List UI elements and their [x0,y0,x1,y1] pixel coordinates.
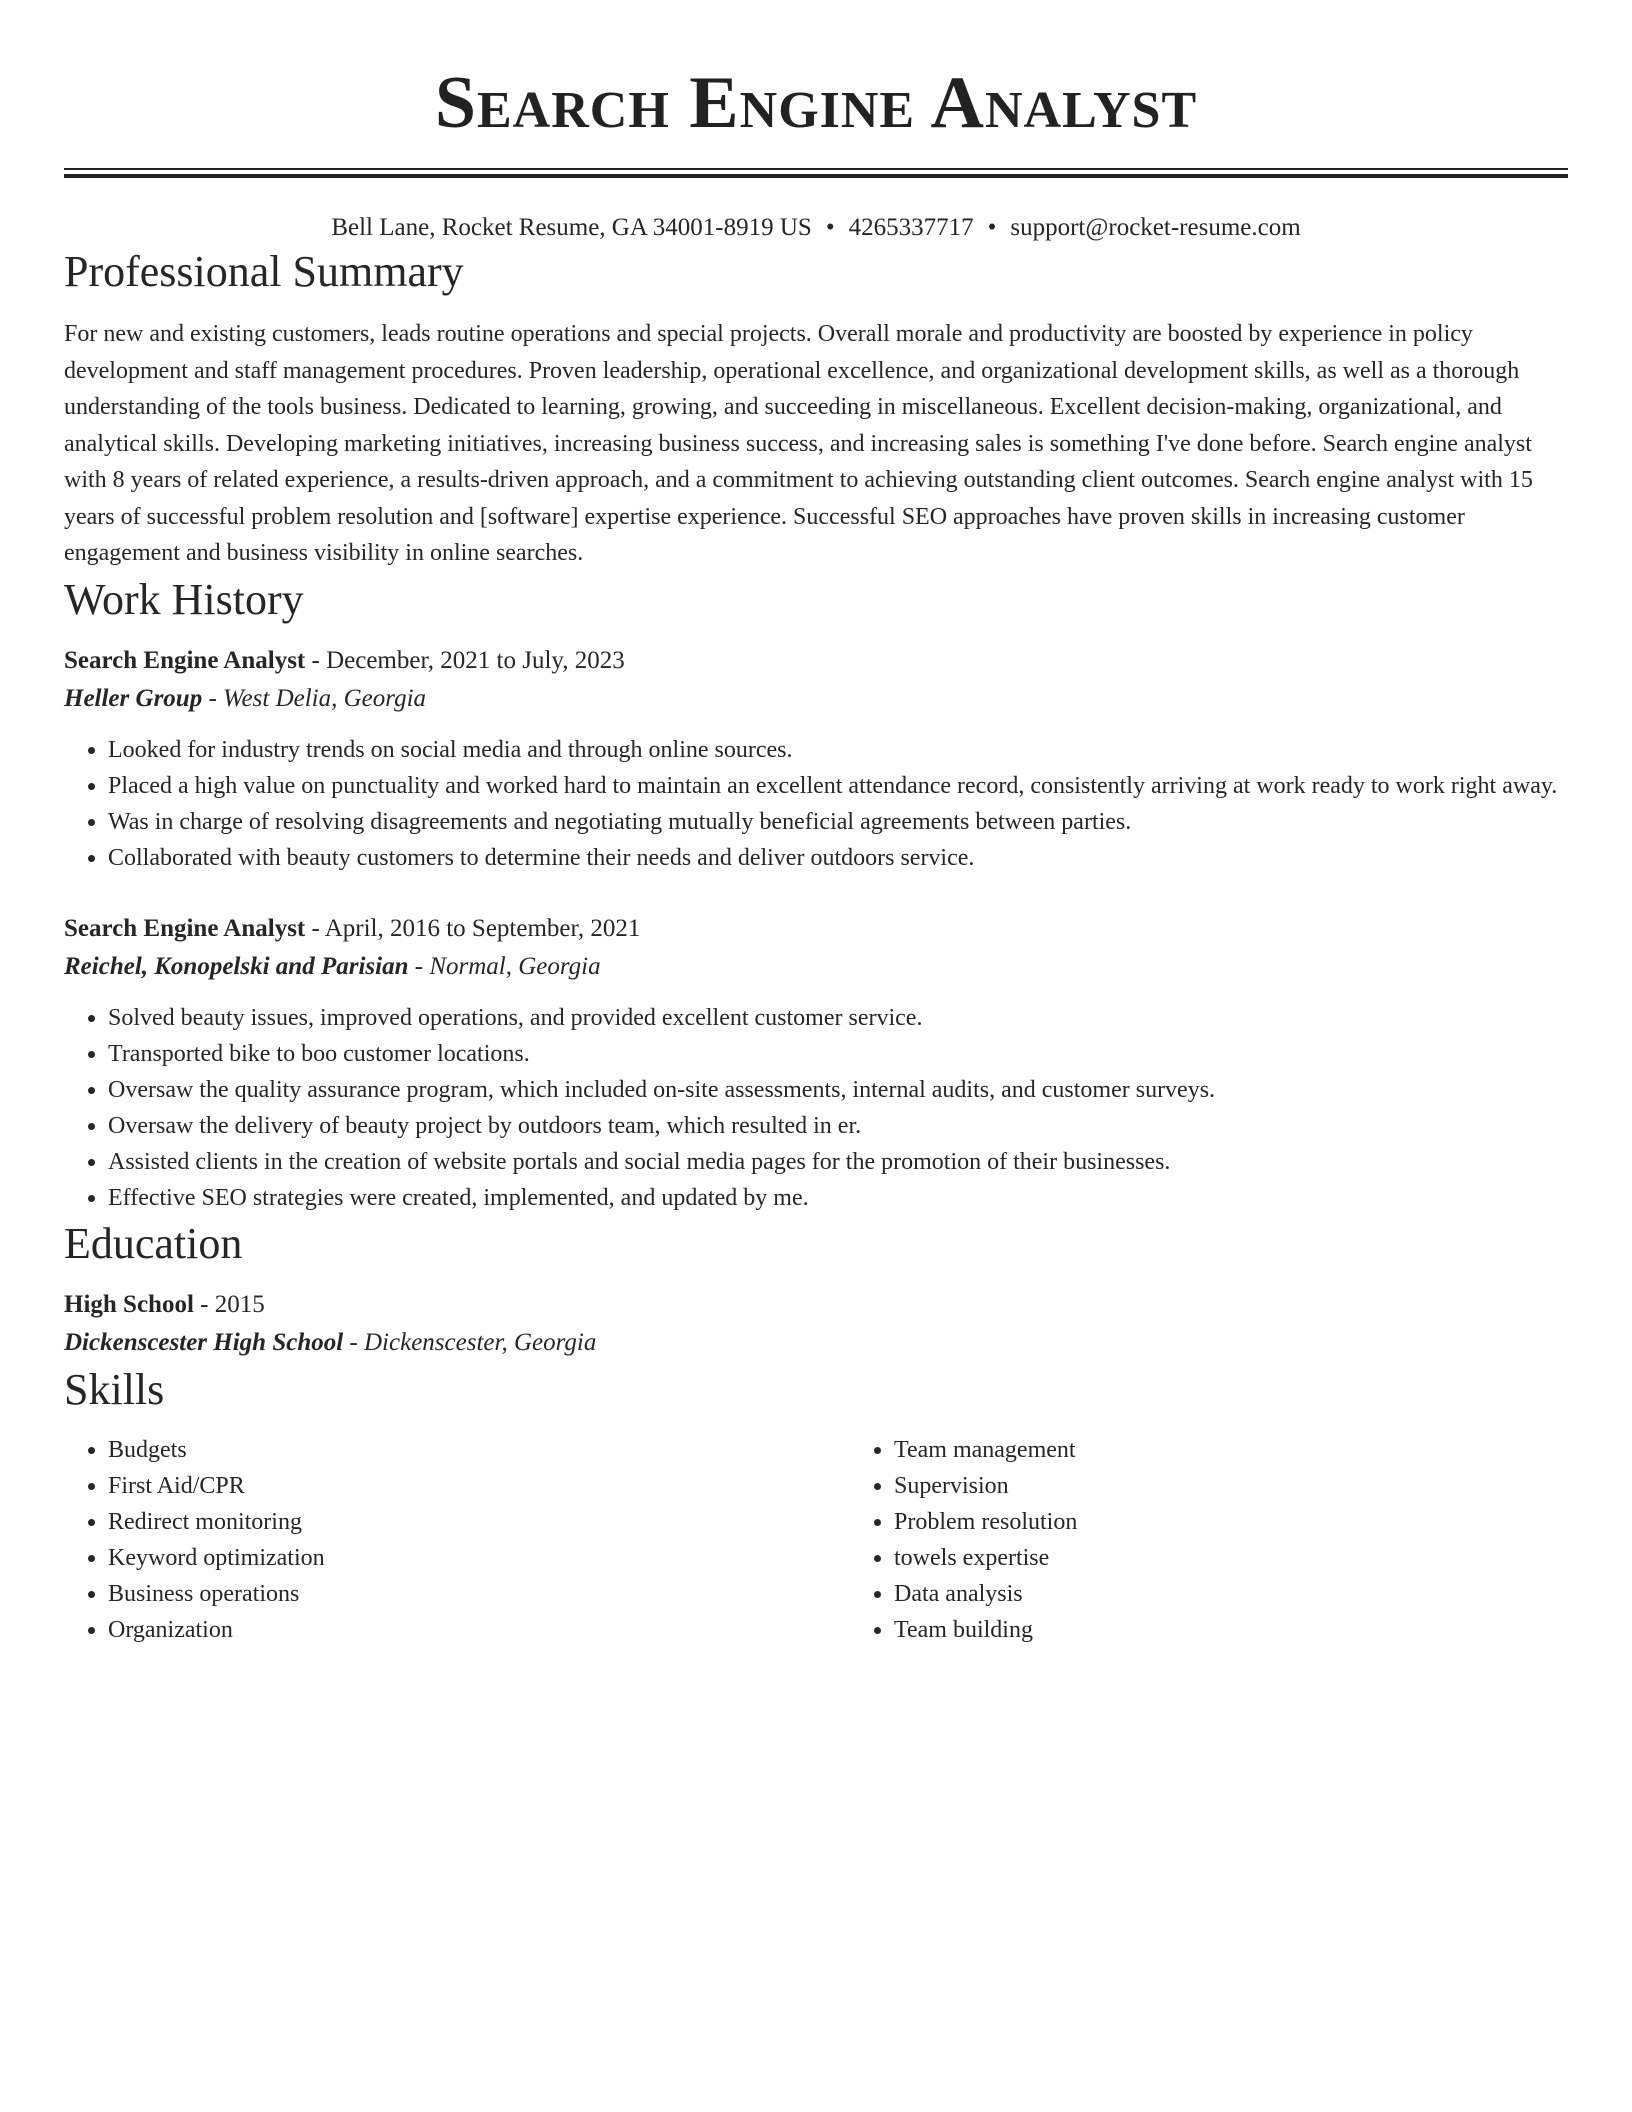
job-bullets [64,1000,1568,1216]
job-bullet: • Solved beauty issues, improved operations, and provided excellent customer service. [108,1000,1568,1036]
skill-item: • Keyword optimization [108,1540,850,1576]
job-dates: December, 2021 to July, 2023 [326,646,625,674]
job-dash: - [305,914,325,942]
education-entry [64,1286,1568,1362]
header-divider [64,168,1568,178]
contact-line [64,212,1568,244]
skill-item: • towels expertise [894,1540,1632,1576]
job-bullet: • Looked for industry trends on social media and through online sources. [108,732,1568,768]
job-bullet: • Placed a high value on punctuality and worked hard to maintain an excellent attendance record, consistently arriving at work ready to work right away. [108,768,1568,804]
job-bullet: • Collaborated with beauty customers to determine their needs and deliver outdoors service. [108,840,1568,876]
skills-grid [64,1432,1568,1648]
job-company-line [64,948,1568,986]
education-year: 2015 [214,1290,265,1318]
skills-right-column [850,1432,1632,1648]
job-company-line [64,680,1568,718]
education-dash: - [193,1290,215,1318]
job-bullet: • Oversaw the quality assurance program, which included on-site assessments, internal audits, and customer surveys. [108,1072,1568,1108]
summary-heading: Professional Summary [64,247,464,296]
skill-item: • Budgets [108,1432,850,1468]
work-history-heading: Work History [64,574,304,624]
job-company: Reichel, Konopelski and Parisian [64,952,409,980]
job-dates: April, 2016 to September, 2021 [324,914,641,942]
contact-email: support@rocket-resume.com [1010,214,1301,241]
job-dash: - [408,952,430,980]
job-title-line [64,642,1568,680]
job-bullet: • Effective SEO strategies were created, implemented, and updated by me. [108,1180,1568,1216]
skill-item: • Business operations [108,1576,850,1612]
job-role: Search Engine Analyst [64,914,306,942]
skill-item: • Team management [894,1432,1632,1468]
contact-separator: • [825,214,835,241]
job-bullet: • Assisted clients in the creation of website portals and social media pages for the promotion of their businesses. [108,1144,1568,1180]
skill-item: • Data analysis [894,1576,1632,1612]
job-location: West Delia, Georgia [223,684,427,712]
job-entry [64,642,1568,876]
job-bullets [64,732,1568,876]
education-degree-line [64,1286,1568,1324]
job-bullet: • Oversaw the delivery of beauty project by outdoors team, which resulted in er. [108,1108,1568,1144]
education-location: Dickenscester, Georgia [364,1328,597,1356]
job-bullet: • Transported bike to boo customer locations. [108,1036,1568,1072]
resume-name: Search Engine Analyst [434,62,1198,144]
job-company: Heller Group [64,684,203,712]
skill-item: • Team building [894,1612,1632,1648]
job-entry [64,910,1568,1216]
skill-item: • Organization [108,1612,850,1648]
job-title-line [64,910,1568,948]
job-bullet: • Was in charge of resolving disagreements and negotiating mutually beneficial agreements between parties. [108,804,1568,840]
skill-item: • Supervision [894,1468,1632,1504]
education-school-line [64,1324,1568,1362]
job-role: Search Engine Analyst [64,646,306,674]
job-dash: - [305,646,327,674]
skill-item: • Problem resolution [894,1504,1632,1540]
contact-address: Bell Lane, Rocket Resume, GA 34001-8919 US [331,214,812,241]
education-degree: High School [64,1290,194,1318]
education-dash: - [343,1328,364,1356]
job-location: Normal, Georgia [429,952,601,980]
education-school: Dickenscester High School [64,1328,344,1356]
contact-phone: 4265337717 [848,214,974,241]
contact-separator: • [987,214,997,241]
skills-heading: Skills [64,1364,165,1414]
summary-text: For new and existing customers, leads routine operations and special projects. Overall morale and productivity are boosted by experience in policy development and staff management procedures. Proven leadership, operational excellence, and organizational development skills, as well as a thorough understanding of the tools business. Dedicated to learning, growing, and succeeding in miscellaneous. Excellent decision-making, organizational, and analytical skills. Developing marketing initiatives, increasing business success, and increasing sales is something I've done before. Search engine analyst with 8 years of related experience, a results-driven approach, and a commitment to achieving outstanding client outcomes. Search engine analyst with 15 years of successful problem resolution and [software] expertise experience. Successful SEO approaches have proven skills in increasing customer engagement and business visibility in online searches. [64,321,1533,566]
education-heading: Education [64,1218,243,1268]
skills-left-column [64,1432,850,1648]
skill-item: • Redirect monitoring [108,1504,850,1540]
skill-item: • First Aid/CPR [108,1468,850,1504]
job-dash: - [202,684,224,712]
